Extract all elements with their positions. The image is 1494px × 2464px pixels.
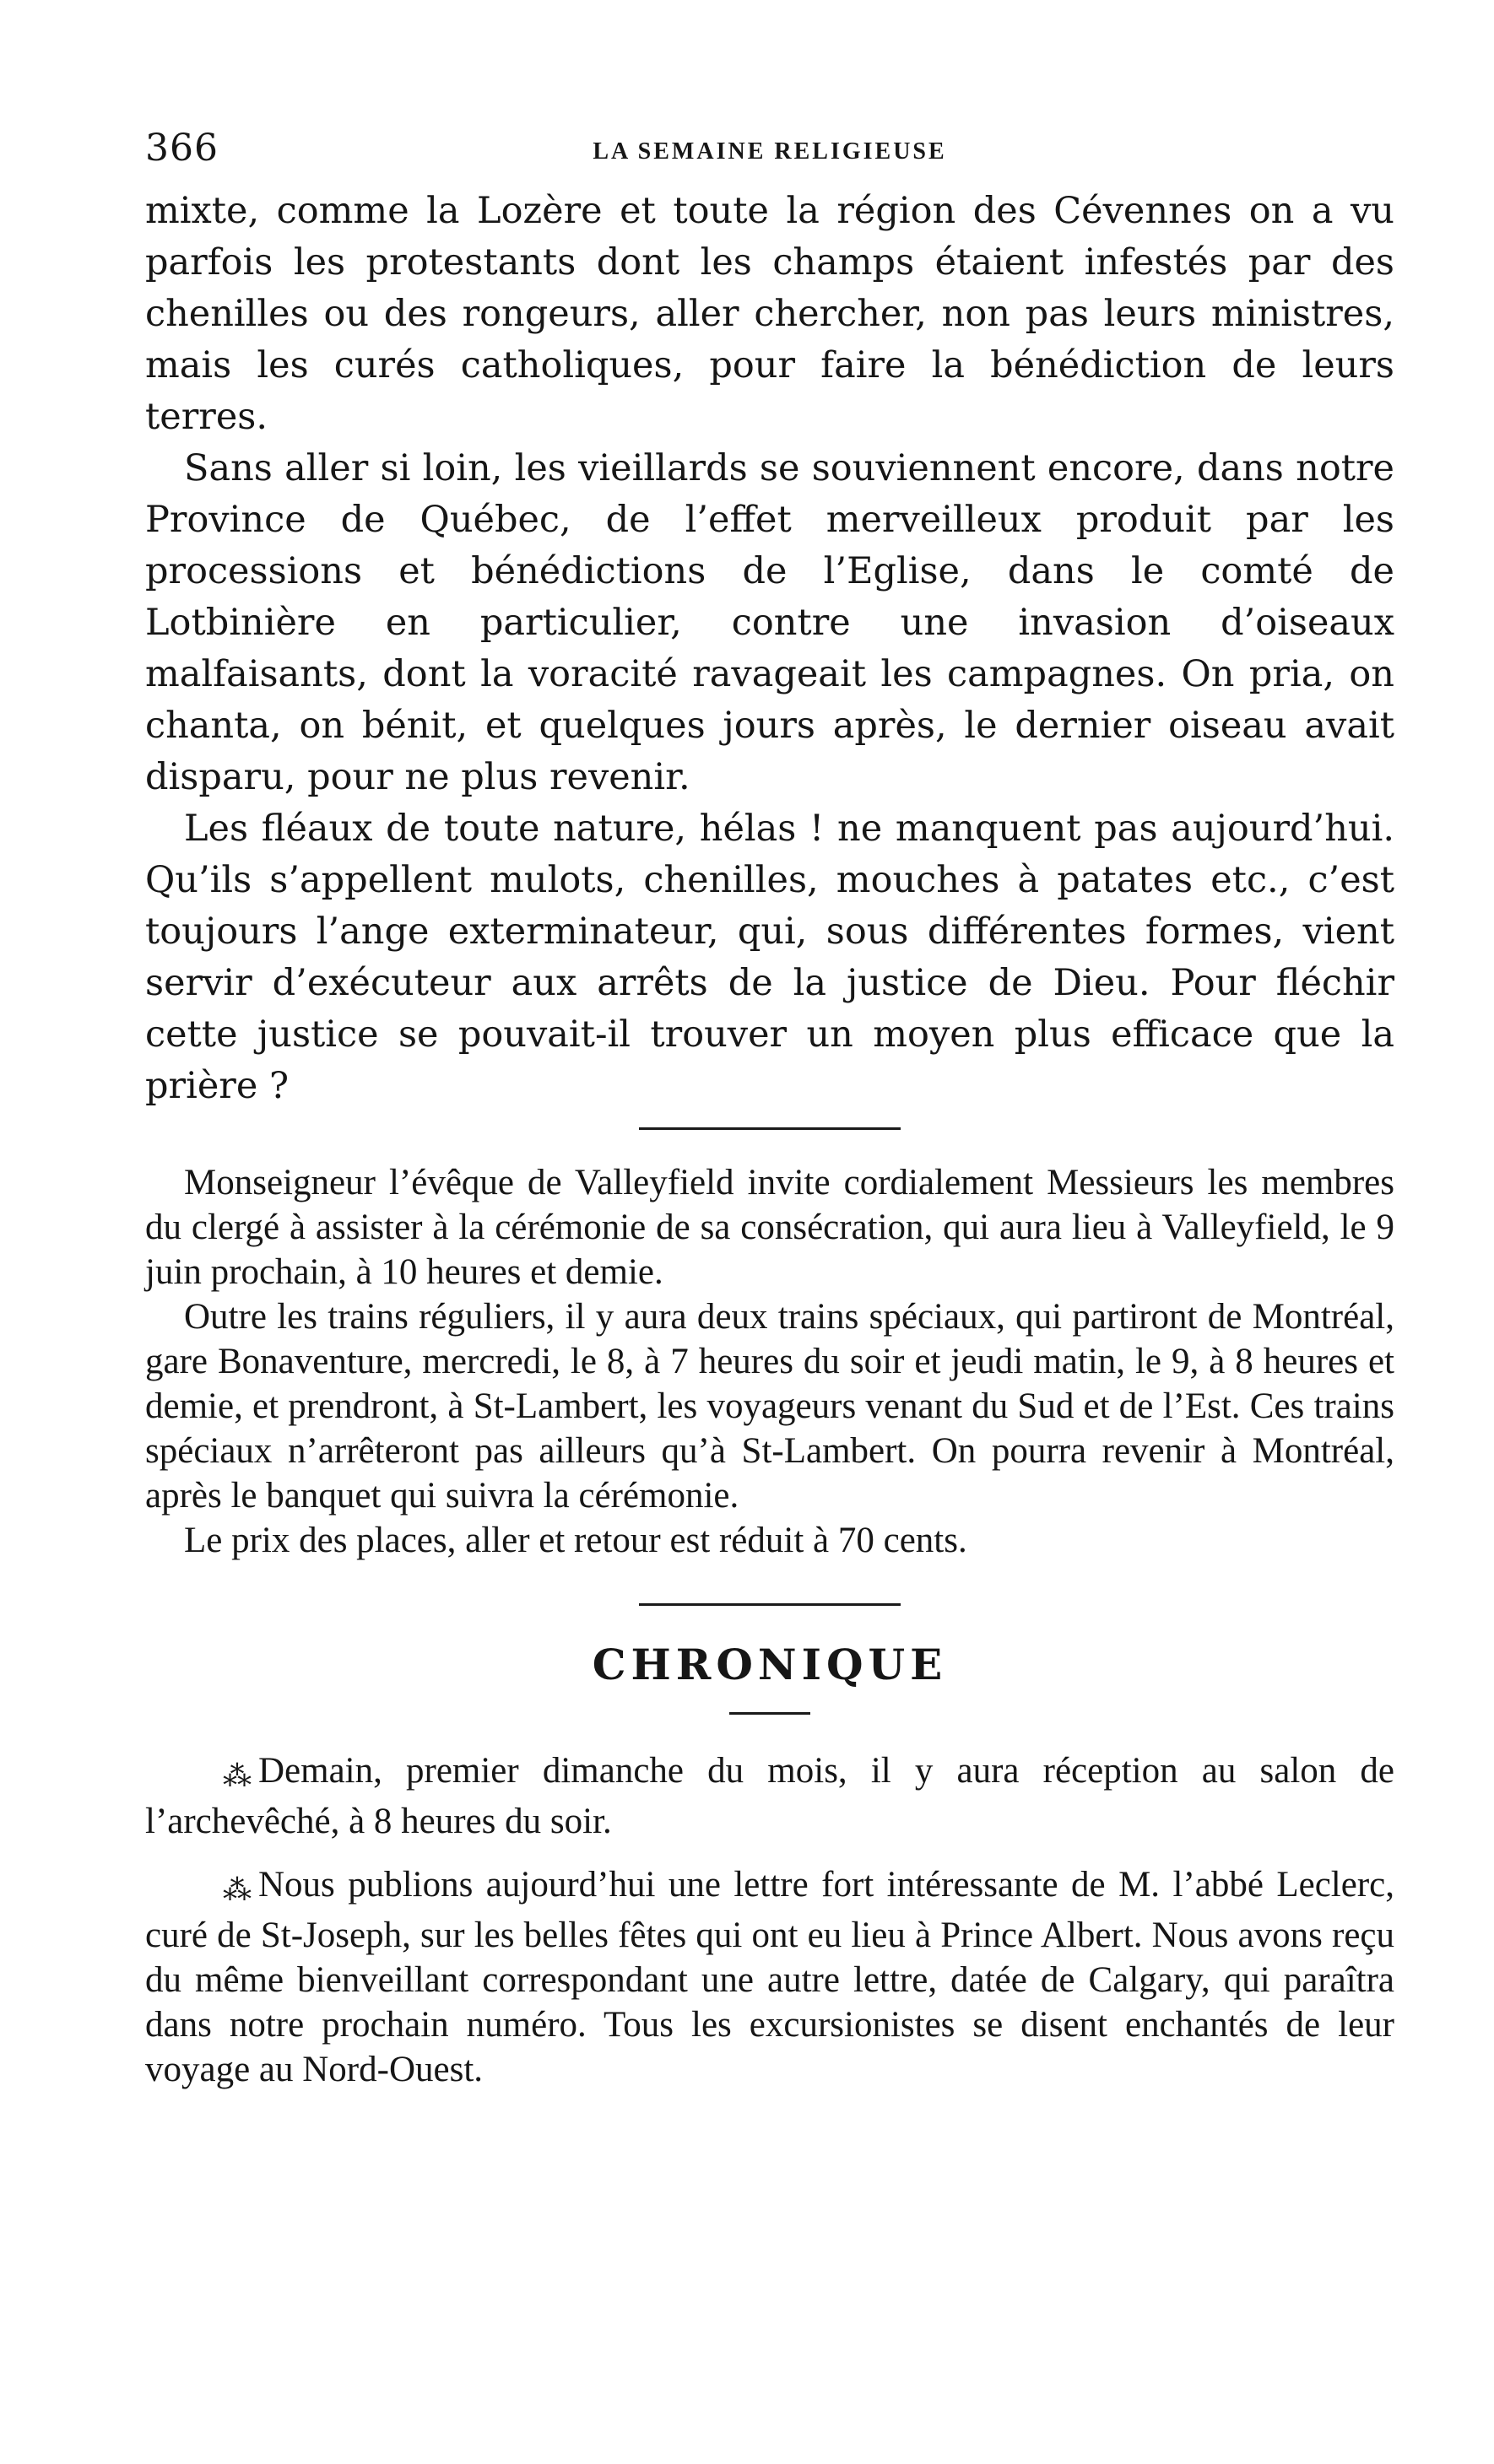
paragraph: Outre les trains réguliers, il y aura deux trains spéciaux, qui partiront de Montréal, gare Bonaventure, mercredi, le 8, à 7 heures du soir et jeudi matin, le 9, à 8 heures et demie, et prendront, à St-Lambert, les voyageurs venant du Sud et de l’Est. Ces trains spéciaux n’arrêteront pas ailleurs qu’à St-Lambert. On pourra revenir à Montréal, après le banquet qui suivra la cérémonie. [145,1297,1394,1516]
chronique-item-text: Nous publions aujourd’hui une lettre fort intéressante de M. l’abbé Leclerc, curé de St-Joseph, sur les belles fêtes qui ont eu lieu à Prince Albert. Nous avons reçu du même bienveillant correspondant une autre lettre, datée de Calgary, qui paraîtra dans notre prochain numéro. Tous les excursionistes se disent enchantés de leur voyage au Nord-Ouest. [145,1865,1394,2089]
paragraph: Les fléaux de toute nature, hélas ! ne manquent pas aujourd’hui. Qu’ils s’appellent mulots, chenilles, mouches à patates etc., c’est toujours l’ange exterminateur, qui, sous différentes formes, vient servir d’exécuteur aux arrêts de la justice de Dieu. Pour fléchir cette justice se pouvait-il trouver un moyen plus efficace que la prière ? [145,808,1394,1107]
chronique-item [145,1862,1394,2092]
paragraph: Le prix des places, aller et retour est réduit à 70 cents. [184,1521,967,1560]
running-head [145,127,1394,186]
section-divider [639,1127,901,1130]
paragraph: mixte, comme la Lozère et toute la région des Cévennes on a vu parfois les protestants dont les champs étaient infestés par des chenilles ou des rongeurs, aller chercher, non pas leurs ministres, mais les curés catholiques, pour faire la bénédiction de leurs terres. [145,190,1394,438]
paragraph: Sans aller si loin, les vieillards se souviennent encore, dans notre Province de Québec, de l’effet merveilleux produit par les processions et bénédictions de l’Eglise, dans le comté de Lotbinière en particulier, contre une invasion d’oiseaux malfaisants, dont la voracité ravageait les campagnes. On pria, on chanta, on bénit, et quelques jours après, le dernier oiseau avait disparu, pour ne plus revenir. [145,447,1394,798]
section-divider [639,1603,901,1606]
article-continuation [145,186,1394,1112]
paragraph: Monseigneur l’évêque de Valleyfield invite cordialement Messieurs les membres du clergé à assister à la cérémonie de sa consécration, qui aura lieu à Valleyfield, le 9 juin prochain, à 10 heures et demie. [145,1163,1394,1292]
document-page [145,127,1394,2110]
page-number: 366 [145,127,219,170]
section-heading: CHRONIQUE [592,1640,948,1689]
heading-underline [729,1712,810,1715]
journal-title: LA SEMAINE RELIGIEUSE [593,138,947,165]
chronique-item [145,1748,1394,1844]
asterism-ornament: ⁂ [223,1875,250,1906]
asterism-ornament: ⁂ [223,1761,250,1792]
chronique-item-text: Demain, premier dimanche du mois, il y aura réception au salon de l’archevêché, à 8 heures du soir. [145,1751,1394,1841]
chronique-section [145,1748,1394,2092]
consecration-announcement [145,1160,1394,1563]
